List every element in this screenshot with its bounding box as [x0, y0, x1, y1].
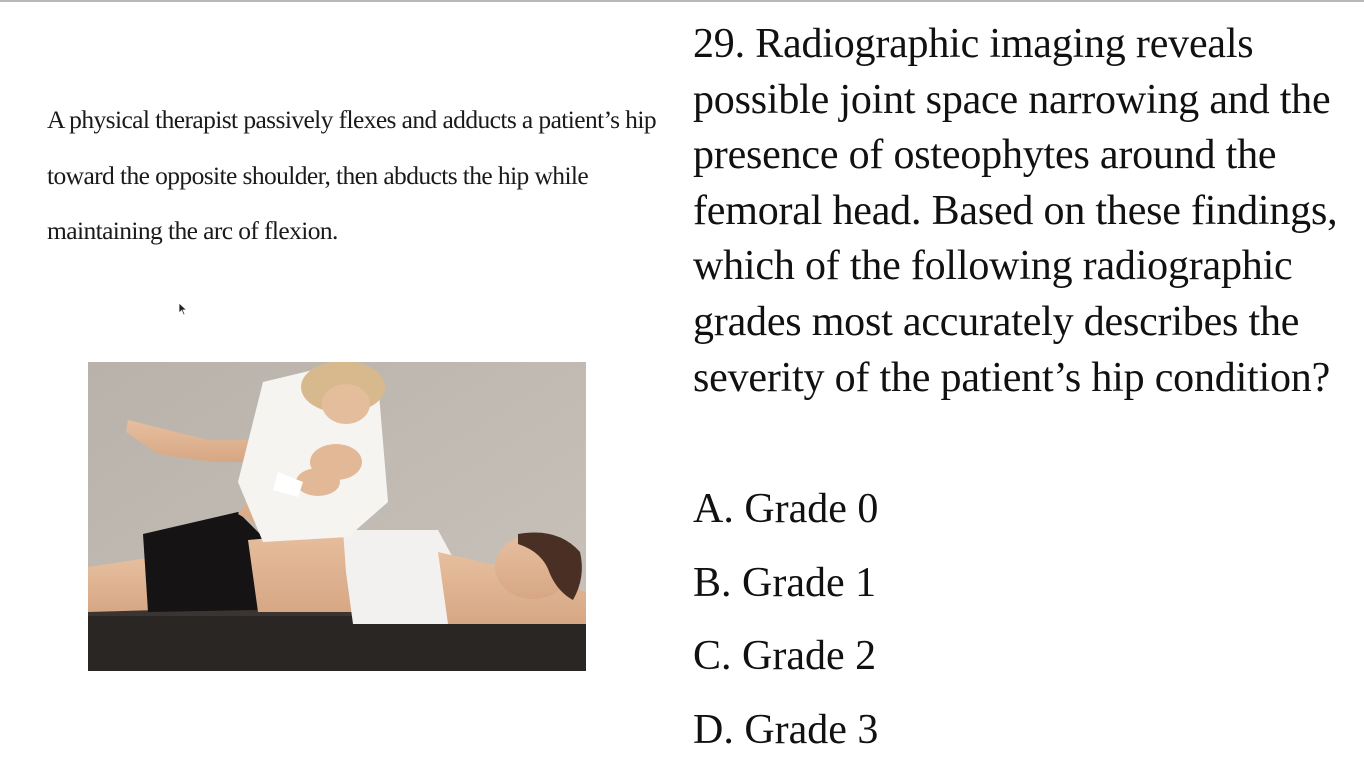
option-b[interactable]: B. Grade 1	[693, 556, 1093, 630]
scenario-text: A physical therapist passively flexes and adducts a patient’s hip toward the opposite shoulder, then abducts the hip while maintaining the arc of flexion.	[47, 92, 667, 259]
option-a[interactable]: A. Grade 0	[693, 482, 1093, 556]
option-c[interactable]: C. Grade 2	[693, 629, 1093, 703]
option-d[interactable]: D. Grade 3	[693, 703, 1093, 776]
answer-options	[693, 482, 1093, 776]
top-divider	[0, 0, 1364, 2]
question-text: 29. Radiographic imaging reveals possible joint space narrowing and the presence of osteophytes around the femoral head. Based on these findings, which of the following radiographic grades most accurately describes the severity of the patient’s hip condition?	[693, 17, 1361, 406]
mouse-pointer-icon	[178, 302, 188, 316]
hip-examination-photo	[88, 362, 586, 671]
